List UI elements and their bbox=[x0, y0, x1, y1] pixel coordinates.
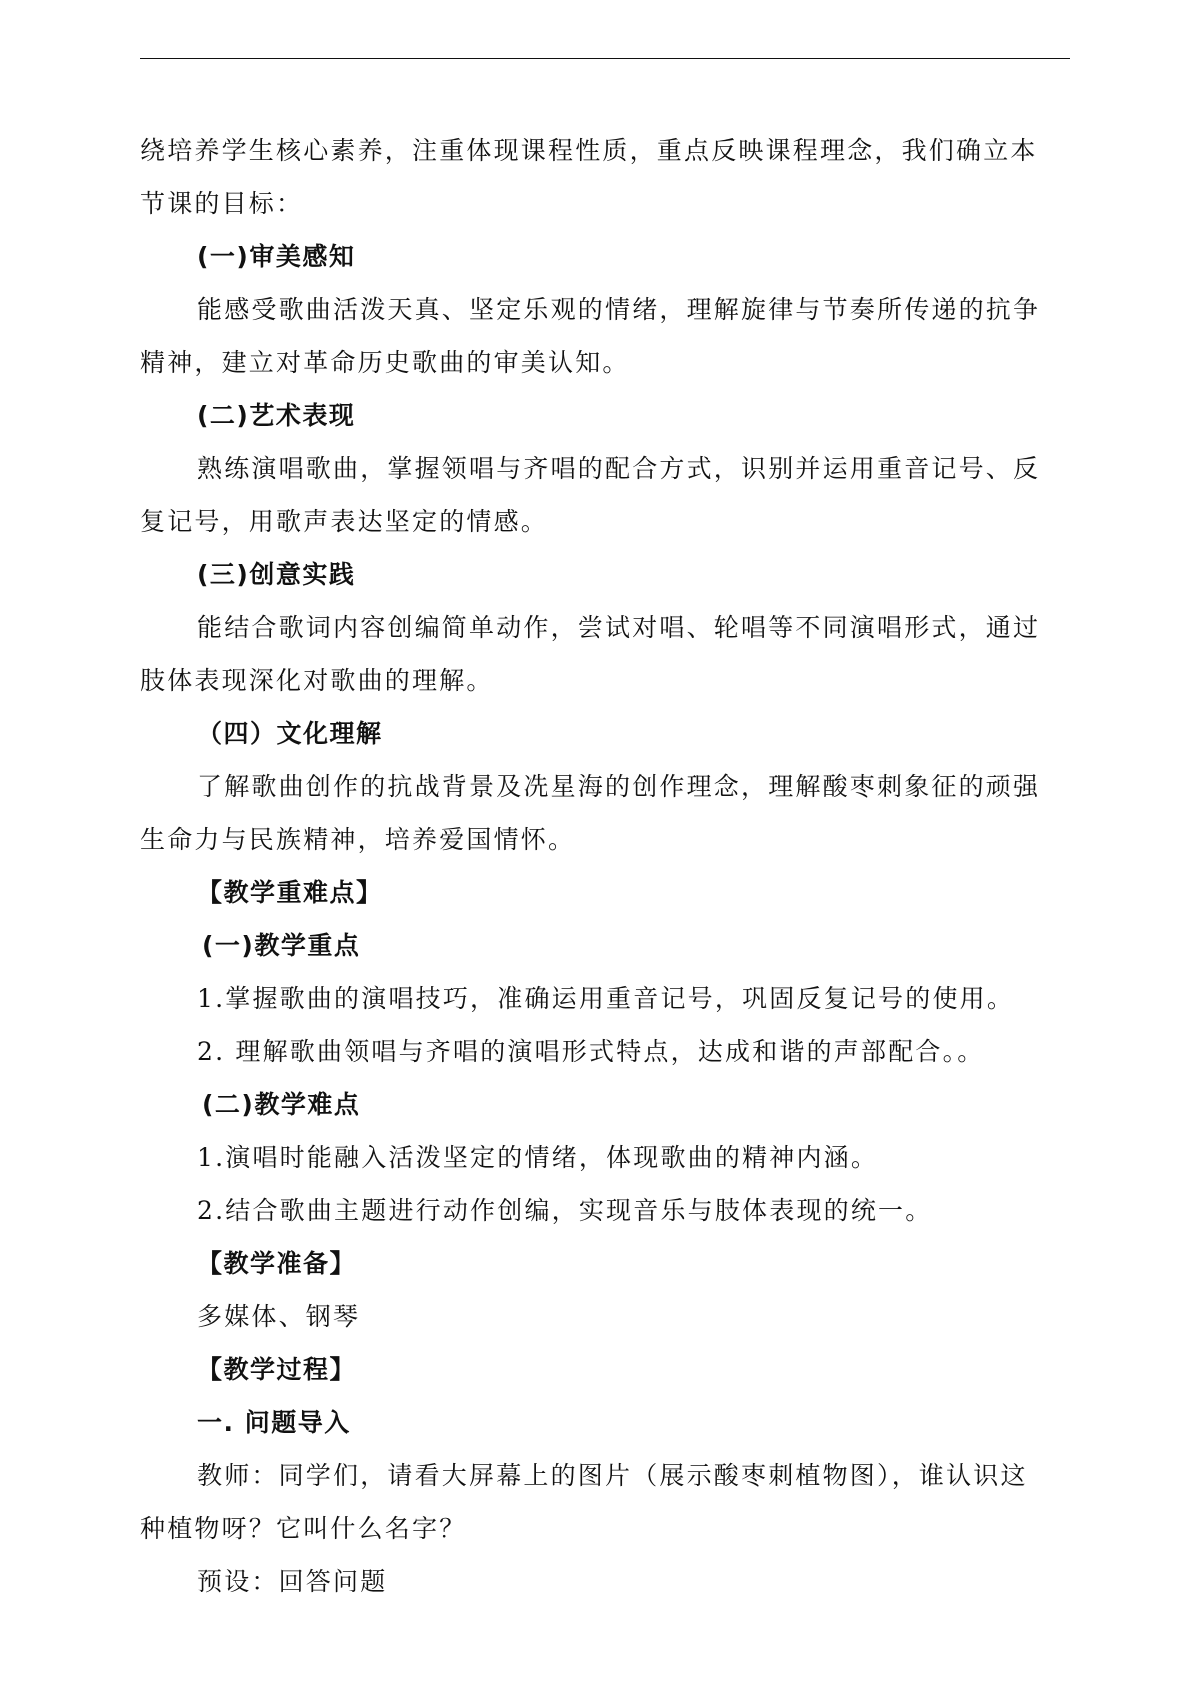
document-body bbox=[140, 124, 1070, 1608]
art-line-2: 复记号，用歌声表达坚定的情感。 bbox=[140, 507, 549, 536]
difficulty-heading: (二)教学难点 bbox=[202, 1090, 361, 1119]
difficulty-item-2: 2.结合歌曲主题进行动作创编，实现音乐与肢体表现的统一。 bbox=[197, 1196, 933, 1225]
aesthetic-line-1: 能感受歌曲活泼天真、坚定乐观的情绪，理解旋律与节奏所传递的抗争 bbox=[197, 295, 1041, 324]
section-1-line-3: 预设：回答问题 bbox=[197, 1567, 388, 1596]
culture-line-1: 了解歌曲创作的抗战背景及冼星海的创作理念，理解酸枣刺象征的顽强 bbox=[197, 772, 1041, 801]
section-1-heading: 一. 问题导入 bbox=[197, 1408, 351, 1437]
focus-item-1: 1.掌握歌曲的演唱技巧，准确运用重音记号，巩固反复记号的使用。 bbox=[197, 984, 1015, 1013]
intro-line-2: 节课的目标： bbox=[140, 189, 304, 218]
focus-heading: (一)教学重点 bbox=[202, 931, 361, 960]
intro-line-1: 绕培养学生核心素养，注重体现课程性质，重点反映课程理念，我们确立本 bbox=[140, 136, 1038, 165]
focus-item-2: 2. 理解歌曲领唱与齐唱的演唱形式特点，达成和谐的声部配合。。 bbox=[197, 1037, 985, 1066]
section-1-line-2: 种植物呀？它叫什么名字？ bbox=[140, 1514, 467, 1543]
difficulty-item-1: 1.演唱时能融入活泼坚定的情绪，体现歌曲的精神内涵。 bbox=[197, 1143, 879, 1172]
aesthetic-heading: (一)审美感知 bbox=[197, 242, 356, 271]
art-heading: (二)艺术表现 bbox=[197, 401, 356, 430]
culture-line-2: 生命力与民族精神，培养爱国情怀。 bbox=[140, 825, 576, 854]
art-line-1: 熟练演唱歌曲，掌握领唱与齐唱的配合方式，识别并运用重音记号、反 bbox=[197, 454, 1041, 483]
preparation-text: 多媒体、钢琴 bbox=[197, 1302, 361, 1331]
key-points-heading: 【教学重难点】 bbox=[197, 878, 383, 907]
creative-line-2: 肢体表现深化对歌曲的理解。 bbox=[140, 666, 494, 695]
culture-heading: （四）文化理解 bbox=[197, 719, 383, 748]
header-rule bbox=[140, 58, 1070, 59]
aesthetic-line-2: 精神，建立对革命历史歌曲的审美认知。 bbox=[140, 348, 630, 377]
process-heading: 【教学过程】 bbox=[197, 1355, 357, 1384]
section-1-line-1: 教师：同学们，请看大屏幕上的图片（展示酸枣刺植物图），谁认识这 bbox=[197, 1461, 1028, 1490]
creative-line-1: 能结合歌词内容创编简单动作，尝试对唱、轮唱等不同演唱形式，通过 bbox=[197, 613, 1041, 642]
creative-heading: (三)创意实践 bbox=[197, 560, 356, 589]
preparation-heading: 【教学准备】 bbox=[197, 1249, 357, 1278]
